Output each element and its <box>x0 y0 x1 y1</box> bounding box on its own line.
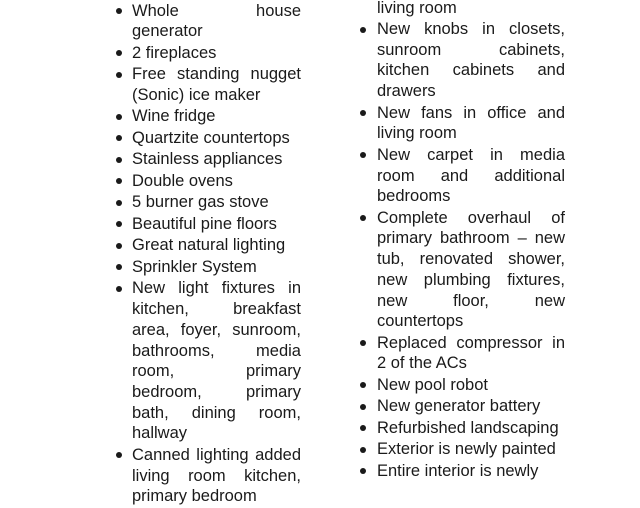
list-item <box>377 145 565 207</box>
list-item-text: New generator battery <box>377 397 541 416</box>
bullet-icon <box>360 468 366 474</box>
list-item <box>132 1 301 42</box>
list-item-text: New carpet in media room and additional bedrooms <box>377 145 565 206</box>
list-item-text: New pool robot <box>377 375 488 394</box>
list-item <box>377 333 565 374</box>
bullet-icon <box>360 425 366 431</box>
bullet-icon <box>116 8 122 14</box>
list-item-text: Great natural lighting <box>132 236 286 255</box>
list-item-text: New knobs in closets, sunroom cabinets, kitchen cabinets and drawers <box>377 20 565 101</box>
list-item <box>377 208 565 332</box>
bullet-icon <box>116 452 122 458</box>
bullet-icon <box>360 404 366 410</box>
bullet-icon <box>116 286 122 292</box>
list-item-text: Double ovens <box>132 171 233 190</box>
list-item-text: Free standing nugget (Sonic) ice maker <box>132 65 301 104</box>
list-item-text: Sprinkler System <box>132 257 257 276</box>
list-item-text: 5 burner gas stove <box>132 193 269 212</box>
list-item-text: Whole house generator <box>132 1 301 41</box>
list-item <box>377 103 565 144</box>
bullet-icon <box>360 27 366 33</box>
list-item <box>377 396 565 417</box>
list-item <box>132 128 301 149</box>
bullet-icon <box>360 152 366 158</box>
bullet-icon <box>116 114 122 120</box>
bullet-icon <box>360 382 366 388</box>
bullet-icon <box>360 215 366 221</box>
list-item <box>377 375 565 396</box>
list-item <box>132 278 301 444</box>
list-item-text: Canned lighting added living room kitchen, primary bedroom <box>132 445 301 506</box>
bullet-icon <box>116 243 122 249</box>
list-item-text: Complete overhaul of primary bathroom – new tub, renovated shower, new plumbing fixtures, new floor, new countertops <box>377 208 565 331</box>
bullet-icon <box>360 110 366 116</box>
list-item-text: Replaced compressor in 2 of the ACs <box>377 333 565 373</box>
list-item-text: Beautiful pine floors <box>132 214 277 233</box>
list-item-text: New light fixtures in kitchen, breakfast area, foyer, sunroom, bathrooms, media room, primary bedroom, primary bath, dining room, hallway <box>132 279 301 443</box>
bullet-icon <box>360 340 366 346</box>
list-item <box>132 64 301 105</box>
list-item <box>132 192 301 213</box>
bullet-icon <box>116 178 122 184</box>
list-item <box>132 235 301 256</box>
features-list-right <box>377 0 565 482</box>
list-item <box>132 106 301 127</box>
bullet-icon <box>116 221 122 227</box>
bullet-icon <box>116 157 122 163</box>
list-item <box>377 418 565 439</box>
list-item-text: Quartzite countertops <box>132 128 290 147</box>
features-list-left <box>132 1 301 508</box>
list-item-text: Stainless appliances <box>132 150 283 169</box>
bullet-icon <box>116 200 122 206</box>
list-item-text: Exterior is newly painted <box>377 440 556 459</box>
list-item-text: 2 fireplaces <box>132 43 217 62</box>
bullet-icon <box>116 72 122 78</box>
bullet-icon <box>116 50 122 56</box>
list-item-continued <box>377 0 565 18</box>
list-item <box>132 445 301 507</box>
list-item <box>132 171 301 192</box>
list-item-text: New fans in office and living room <box>377 103 565 143</box>
list-item <box>132 257 301 278</box>
list-item-text: Refurbished landscaping <box>377 418 559 437</box>
list-item <box>132 214 301 235</box>
list-item <box>377 461 565 482</box>
list-item-text: Wine fridge <box>132 107 216 126</box>
list-item <box>132 43 301 64</box>
bullet-icon <box>116 264 122 270</box>
list-item <box>377 19 565 102</box>
list-item <box>377 439 565 460</box>
bullet-icon <box>116 135 122 141</box>
list-item-text: living room <box>377 0 457 17</box>
list-item-text: Entire interior is newly <box>377 461 539 480</box>
bullet-icon <box>360 447 366 453</box>
list-item <box>132 149 301 170</box>
